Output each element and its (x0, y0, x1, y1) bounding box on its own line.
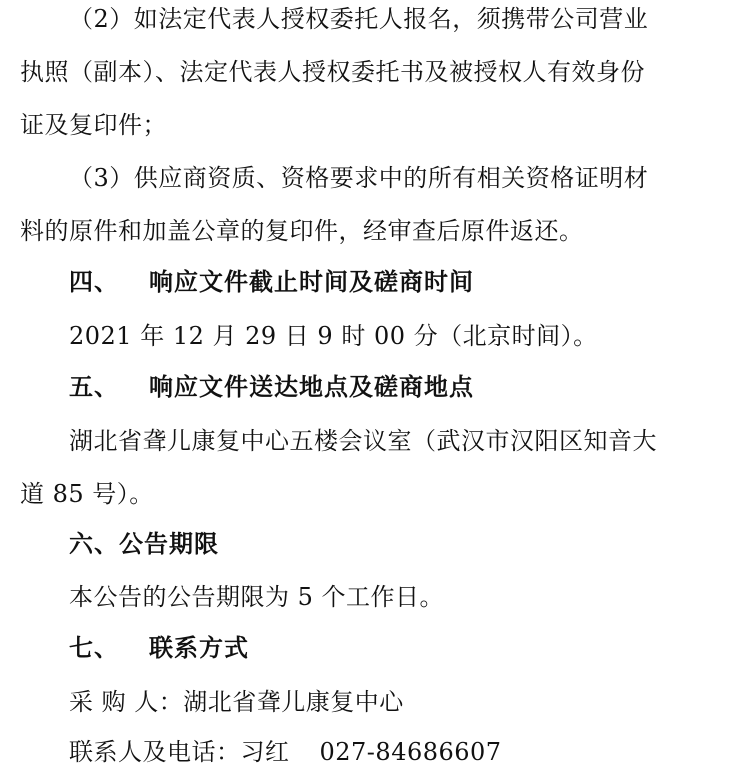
contact-label: 联系人及电话： (69, 738, 241, 766)
section-4-number: 四、 (69, 268, 119, 296)
purchaser-value: 湖北省聋儿康复中心 (183, 688, 404, 716)
section-5-body-line-1: 湖北省聋儿康复中心五楼会议室（武汉市汉阳区知音大 (69, 427, 657, 455)
section-6-heading: 六、公告期限 (69, 530, 219, 558)
section-7-title: 联系方式 (149, 634, 249, 662)
contact-line (69, 740, 502, 764)
paragraph-2-line-2: 执照（副本）、法定代表人授权委托书及被授权人有效身份 (20, 58, 645, 86)
section-7-number: 七、 (69, 634, 119, 662)
section-5-number: 五、 (69, 373, 119, 401)
section-7-heading (69, 636, 249, 660)
paragraph-2-line-3: 证及复印件； (20, 111, 167, 139)
purchaser-label: 采 购 人： (69, 688, 184, 716)
paragraph-2-line-1: （2）如法定代表人授权委托人报名，须携带公司营业 (69, 5, 649, 33)
purchaser-line (69, 690, 404, 714)
section-4-heading (69, 270, 474, 294)
contact-phone: 027-84686607 (319, 738, 502, 766)
section-6-body: 本公告的公告期限为 5 个工作日。 (69, 583, 445, 611)
contact-name: 习红 (240, 738, 290, 766)
section-5-body-line-2: 道 85 号）。 (20, 480, 154, 508)
section-5-heading (69, 375, 474, 399)
section-5-title: 响应文件送达地点及磋商地点 (149, 373, 474, 401)
paragraph-3-line-2: 料的原件和加盖公章的复印件，经审查后原件返还。 (20, 217, 584, 245)
section-4-body: 2021 年 12 月 29 日 9 时 00 分（北京时间）。 (69, 322, 598, 350)
paragraph-3-line-1: （3）供应商资质、资格要求中的所有相关资格证明材 (69, 164, 649, 192)
section-4-title: 响应文件截止时间及磋商时间 (149, 268, 474, 296)
